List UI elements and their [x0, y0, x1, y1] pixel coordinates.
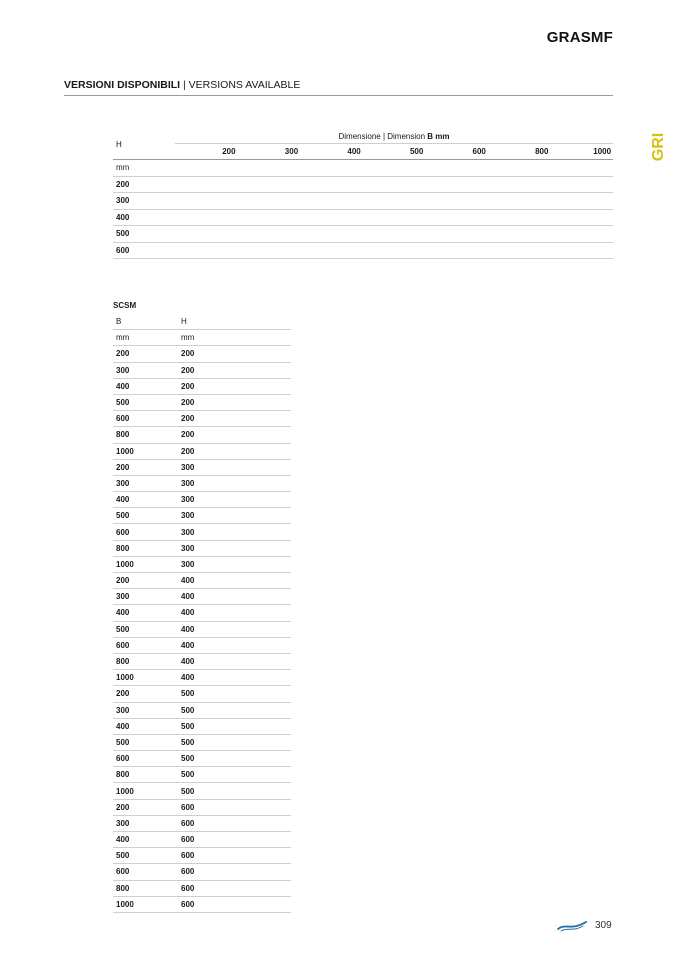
list-cell-h: 600 [181, 899, 195, 909]
list-row [113, 654, 291, 670]
matrix-h-label: H [116, 140, 122, 149]
list-cell-h: 400 [181, 640, 195, 650]
dim-caption-sep: | [380, 132, 388, 141]
list-cell-b: 300 [116, 478, 130, 488]
list-cell-h: 400 [181, 657, 195, 667]
list-cell-h: 400 [181, 673, 195, 683]
dim-caption-en: Dimension [387, 132, 426, 141]
list-row [113, 427, 291, 443]
list-cell-b: 200 [116, 349, 130, 359]
list-cell-h: 300 [181, 511, 195, 521]
list-row [113, 622, 291, 638]
section-title-separator: | [180, 79, 189, 91]
list-row [113, 783, 291, 799]
list-cell-h: 500 [181, 705, 195, 715]
list-row [113, 800, 291, 816]
matrix-column-header: 1000 [593, 147, 612, 156]
list-cell-b: 800 [116, 770, 130, 780]
list-cell-b: 1000 [116, 446, 134, 456]
dim-caption-it: Dimensione [338, 132, 381, 141]
list-cell-b: 800 [116, 430, 130, 440]
list-row [113, 605, 291, 621]
list-cell-b: 800 [116, 543, 130, 553]
list-header-row [113, 314, 291, 330]
list-cell-h: 600 [181, 818, 195, 828]
list-header-b: B [116, 317, 122, 327]
list-cell-h: 500 [181, 770, 195, 780]
list-cell-b: 300 [116, 592, 130, 602]
list-units-row [113, 330, 291, 346]
list-cell-h: 500 [181, 737, 195, 747]
list-row [113, 832, 291, 848]
list-row [113, 363, 291, 379]
list-cell-h: 300 [181, 543, 195, 553]
list-cell-b: 500 [116, 851, 130, 861]
list-row [113, 460, 291, 476]
list-cell-b: 600 [116, 640, 130, 650]
list-cell-b: 1000 [116, 559, 134, 569]
page-title: GRASMF [546, 29, 613, 46]
side-tab-label: GRI [650, 132, 667, 162]
list-cell-h: 400 [181, 592, 195, 602]
list-cell-h: 500 [181, 689, 195, 699]
list-cell-h: 200 [181, 381, 195, 391]
list-cell-b: 400 [116, 495, 130, 505]
matrix-row-h: 400 [116, 212, 130, 222]
list-row [113, 719, 291, 735]
matrix-row-h: 600 [116, 245, 130, 255]
list-cell-h: 300 [181, 462, 195, 472]
list-cell-h: 200 [181, 398, 195, 408]
dimension-matrix-table [113, 129, 613, 259]
list-cell-b: 400 [116, 835, 130, 845]
matrix-row-h: 300 [116, 196, 130, 206]
list-cell-h: 600 [181, 835, 195, 845]
list-cell-h: 600 [181, 851, 195, 861]
list-cell-h: 600 [181, 802, 195, 812]
list-row [113, 816, 291, 832]
list-cell-h: 500 [181, 786, 195, 796]
list-row [113, 670, 291, 686]
list-row [113, 686, 291, 702]
list-row [113, 767, 291, 783]
list-cell-b: 400 [116, 608, 130, 618]
matrix-column-header: 200 [222, 147, 236, 156]
matrix-row [113, 243, 613, 260]
list-cell-b: 600 [116, 754, 130, 764]
list-row [113, 379, 291, 395]
matrix-column-header: 300 [284, 147, 299, 156]
list-row [113, 557, 291, 573]
page-number: 309 [595, 920, 612, 931]
list-cell-b: 200 [116, 689, 130, 699]
list-row [113, 444, 291, 460]
list-cell-b: 600 [116, 414, 130, 424]
list-header-h: H [181, 317, 187, 327]
list-row [113, 589, 291, 605]
list-cell-h: 300 [181, 478, 195, 488]
list-row [113, 897, 291, 913]
section-title-bold: VERSIONI DISPONIBILI [64, 79, 181, 91]
list-cell-h: 200 [181, 365, 195, 375]
matrix-units-cell: mm [116, 163, 130, 173]
matrix-header-caption-row [113, 129, 613, 149]
matrix-units-row [113, 160, 613, 177]
matrix-row [113, 226, 613, 243]
list-cell-b: 500 [116, 737, 130, 747]
list-cell-b: 800 [116, 657, 130, 667]
list-row [113, 751, 291, 767]
list-row [113, 864, 291, 880]
list-row [113, 735, 291, 751]
list-row [113, 638, 291, 654]
list-cell-b: 500 [116, 398, 130, 408]
list-cell-b: 1000 [116, 673, 134, 683]
list-cell-b: 200 [116, 576, 130, 586]
matrix-column-header: 500 [409, 147, 424, 156]
list-cell-b: 600 [116, 867, 130, 877]
wave-logo-icon [557, 920, 587, 932]
list-cell-h: 300 [181, 527, 195, 537]
list-cell-b: 400 [116, 721, 130, 731]
matrix-caption-divider [175, 143, 613, 144]
list-cell-b: 300 [116, 365, 130, 375]
matrix-row-h: 200 [116, 179, 130, 189]
list-cell-h: 300 [181, 495, 195, 505]
list-cell-h: 500 [181, 754, 195, 764]
list-cell-h: 500 [181, 721, 195, 731]
list-cell-b: 500 [116, 511, 130, 521]
section-heading [64, 79, 613, 96]
matrix-column-header: 400 [347, 147, 361, 156]
list-cell-b: 300 [116, 818, 130, 828]
list-row [113, 848, 291, 864]
list-cell-b: 500 [116, 624, 130, 634]
list-row [113, 508, 291, 524]
list-row [113, 703, 291, 719]
list-cell-b: 200 [116, 462, 130, 472]
side-tab [646, 127, 672, 167]
matrix-row-h: 500 [116, 229, 130, 239]
list-cell-h: 200 [181, 430, 195, 440]
list-row [113, 541, 291, 557]
list-cell-b: 300 [116, 705, 130, 715]
list-title: SCSM [113, 301, 137, 310]
list-cell-b: 1000 [116, 786, 134, 796]
matrix-column-header: 600 [472, 147, 486, 156]
matrix-row [113, 177, 613, 194]
list-cell-b: 1000 [116, 899, 134, 909]
list-units-h: mm [181, 333, 195, 343]
matrix-column-header: 800 [535, 147, 549, 156]
list-cell-h: 600 [181, 867, 195, 877]
list-row [113, 411, 291, 427]
list-row [113, 476, 291, 492]
list-cell-h: 200 [181, 446, 195, 456]
list-units-b: mm [116, 333, 130, 343]
versions-list-table [113, 314, 291, 913]
list-row [113, 881, 291, 897]
list-cell-h: 400 [181, 576, 195, 586]
list-row [113, 346, 291, 362]
list-cell-h: 400 [181, 624, 195, 634]
list-cell-b: 200 [116, 802, 130, 812]
list-cell-h: 300 [181, 559, 195, 569]
matrix-dimension-caption [175, 132, 613, 141]
matrix-row [113, 193, 613, 210]
list-cell-b: 800 [116, 883, 130, 893]
dim-caption-unit: B mm [427, 132, 450, 141]
list-row [113, 573, 291, 589]
list-cell-h: 400 [181, 608, 195, 618]
list-cell-h: 200 [181, 349, 195, 359]
matrix-column-header-row [113, 144, 613, 160]
list-row [113, 524, 291, 540]
list-cell-b: 600 [116, 527, 130, 537]
list-cell-h: 600 [181, 883, 195, 893]
list-cell-h: 200 [181, 414, 195, 424]
list-row [113, 492, 291, 508]
section-title-rest: VERSIONS AVAILABLE [188, 79, 301, 91]
list-row [113, 395, 291, 411]
list-cell-b: 400 [116, 381, 130, 391]
matrix-row [113, 210, 613, 227]
